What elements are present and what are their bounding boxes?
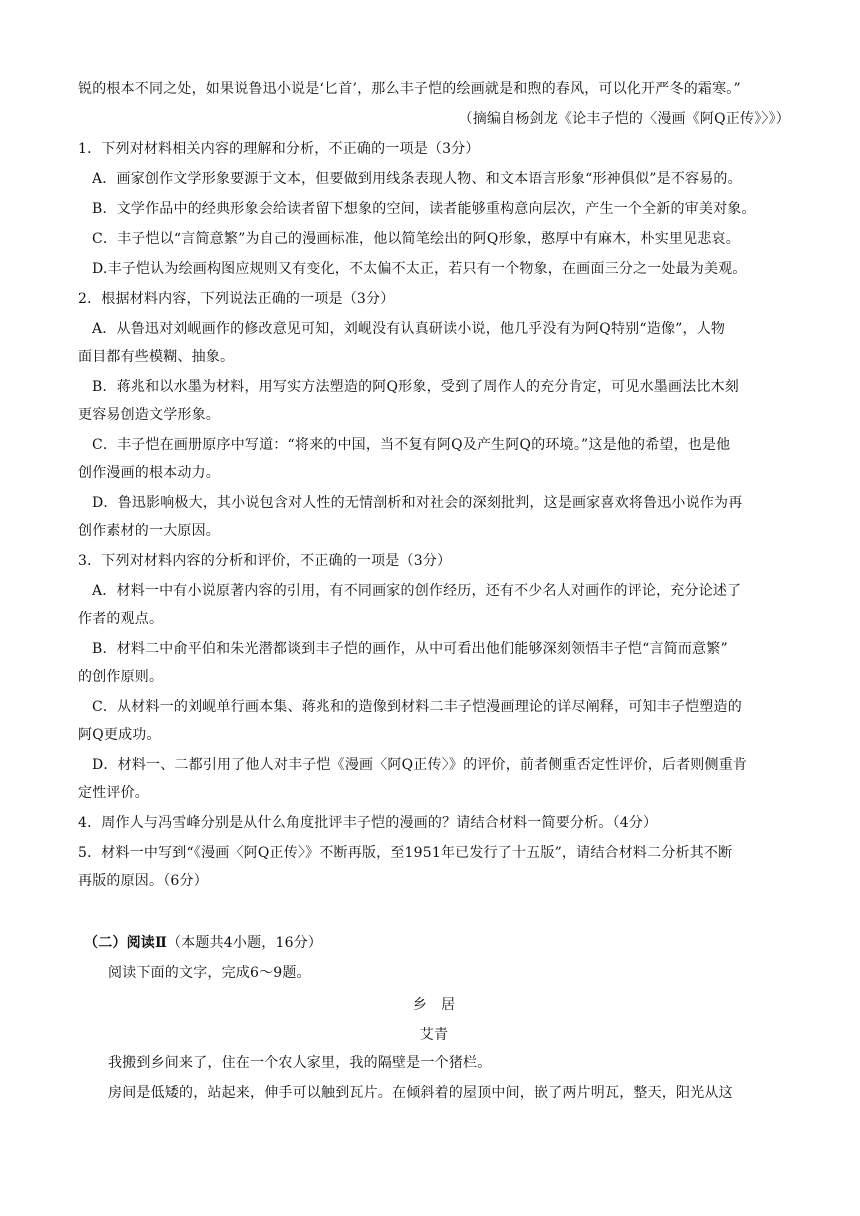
- option-a-cont: 面目都有些模糊、抽象。: [78, 349, 235, 365]
- question-5-cont: 再版的原因。（6分）: [78, 873, 208, 889]
- section-heading-bold: （二）阅读Ⅱ: [84, 935, 167, 951]
- option-d: D．材料一、二都引用了他人对丰子恺《漫画〈阿Q正传〉》的评价，前者侧重否定性评价，后者则侧重肯: [92, 757, 748, 773]
- article-paragraph: 房间是低矮的，站起来，伸手可以触到瓦片。在倾斜着的屋顶中间，嵌了两片明瓦，整天，阳光从这: [108, 1085, 733, 1101]
- option-b-cont: 更容易创造文学形象。: [78, 407, 220, 423]
- option-c-cont: 创作漫画的根本动力。: [78, 465, 220, 481]
- section-heading: [84, 930, 796, 956]
- option-c: C．丰子恺在画册原序中写道：“将来的中国，当不复有阿Q及产生阿Q的环境。”这是他的希望，也是他: [92, 437, 731, 453]
- option-c: C．从材料一的刘岘单行画本集、蒋兆和的造像到材料二丰子恺漫画理论的详尽阐释，可知丰子恺塑造的: [92, 699, 742, 715]
- option-d-cont: 定性评价。: [78, 785, 149, 801]
- question-3: 3．下列对材料内容的分析和评价，不正确的一项是（3分）: [78, 553, 452, 569]
- question-1: 1．下列对材料相关内容的理解和分析，不正确的一项是（3分）: [78, 141, 480, 157]
- option-b: B．材料二中俞平伯和朱光潜都谈到丰子恺的画作，从中可看出他们能够深刻领悟丰子恺“言简而意繁”: [92, 641, 728, 657]
- option-d: D.丰子恺认为绘画构图应规则又有变化，不太偏不太正，若只有一个物象，在画面三分之一处最为美观。: [92, 261, 747, 277]
- question-4: 4．周作人与冯雪峰分别是从什么角度批评丰子恺的漫画的？请结合材料一简要分析。（4分）: [78, 815, 658, 831]
- option-a: A．材料一中有小说原著内容的引用，有不同画家的创作经历，还有不少名人对画作的评论，充分论述了: [92, 583, 742, 599]
- option-a: A．画家创作文学形象要源于文本，但要做到用线条表现人物、和文本语言形象“形神俱似”是不容易的。: [92, 171, 742, 187]
- source-citation: （摘编自杨剑龙《论丰子恺的〈漫画《阿Q正传》〉》）: [458, 111, 790, 127]
- option-d: D．鲁迅影响极大，其小说包含对人性的无情剖析和对社会的深刻批判，这是画家喜欢将鲁迅小说作为再: [92, 495, 743, 511]
- option-a-cont: 作者的观点。: [78, 611, 164, 627]
- text-line: 锐的根本不同之处，如果说鲁迅小说是‘匕首’，那么丰子恺的绘画就是和煦的春风，可以化开严冬的霜寒。”: [78, 81, 741, 97]
- option-b: B．蒋兆和以水墨为材料，用写实方法塑造的阿Q形象，受到了周作人的充分肯定，可见水墨画法比木刻: [92, 379, 739, 395]
- reading-instruction: 阅读下面的文字，完成6～9题。: [108, 965, 311, 981]
- article-title: 乡 居: [412, 997, 456, 1013]
- question-5: 5．材料一中写到“《漫画〈阿Q正传〉》不断再版，至1951年已发行了十五版”，请结合材料二分析其不断: [78, 845, 733, 861]
- section-heading-note: （本题共4小题，16分）: [167, 935, 323, 951]
- option-d-cont: 创作素材的一大原因。: [78, 523, 220, 539]
- article-author: 艾青: [419, 1027, 449, 1043]
- option-a: A．从鲁迅对刘岘画作的修改意见可知，刘岘没有认真研读小说，他几乎没有为阿Q特别“造像”，人物: [92, 321, 726, 337]
- option-b-cont: 的创作原则。: [78, 669, 164, 685]
- option-c-cont: 阿Q更成功。: [78, 727, 161, 743]
- article-paragraph: 我搬到乡间来了，住在一个农人家里，我的隔壁是一个猪栏。: [108, 1055, 492, 1071]
- option-b: B．文学作品中的经典形象会给读者留下想象的空间，读者能够重构意向层次，产生一个全新的审美对象。: [92, 201, 756, 217]
- question-2: 2．根据材料内容，下列说法正确的一项是（3分）: [78, 291, 395, 307]
- option-c: C．丰子恺以“言简意繁”为自己的漫画标准，他以简笔绘出的阿Q形象，憨厚中有麻木，朴实里见悲哀。: [92, 231, 740, 247]
